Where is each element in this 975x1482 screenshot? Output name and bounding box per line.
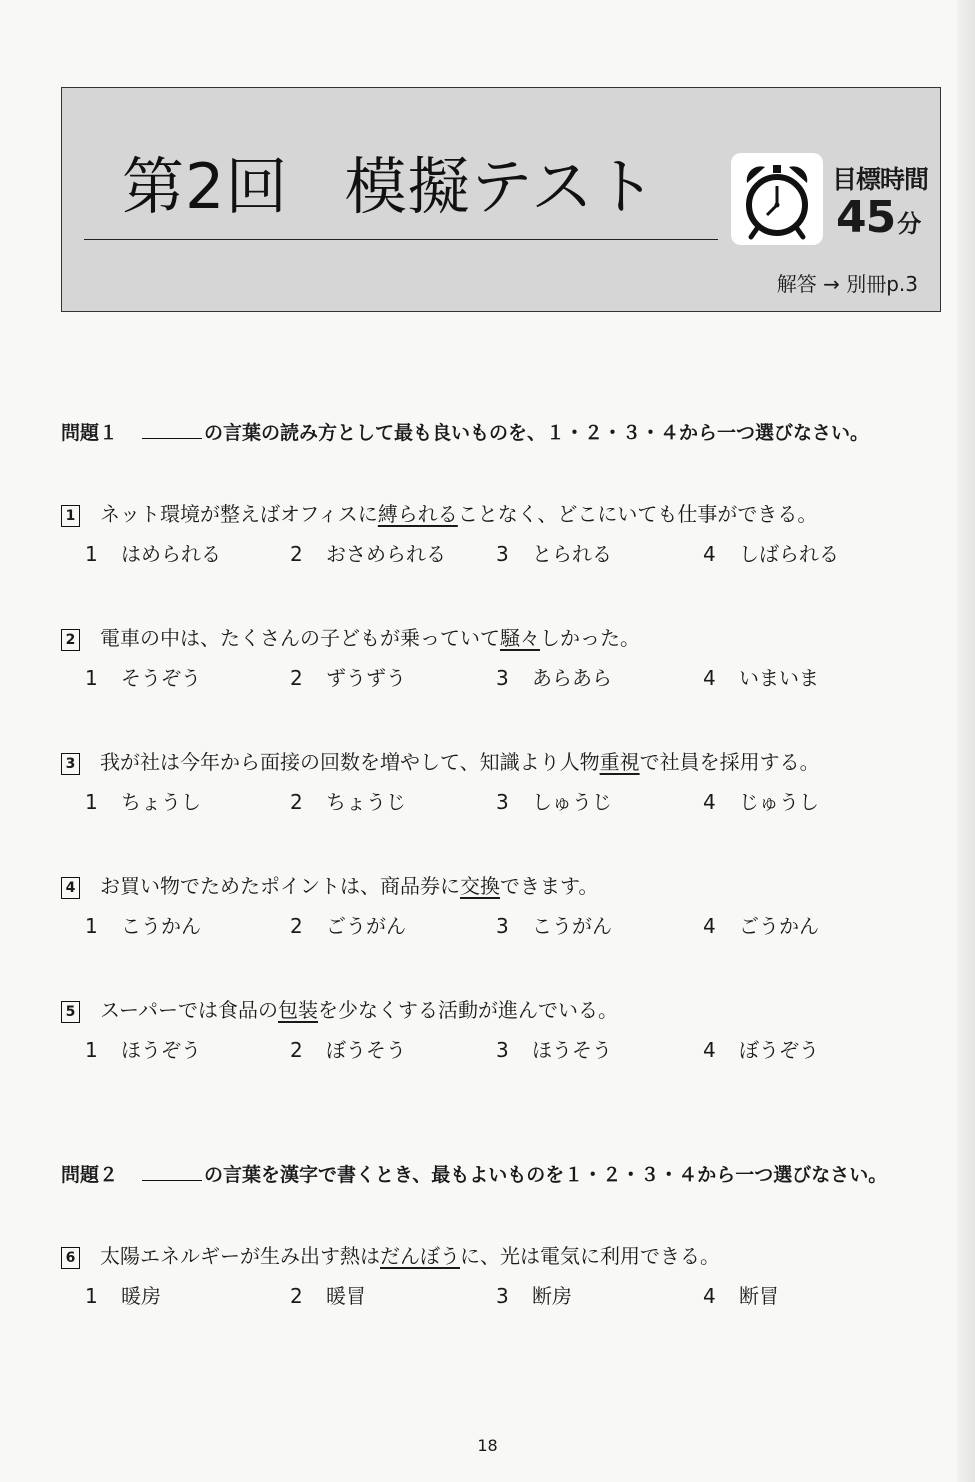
answer-option[interactable] [85,786,201,815]
answer-option[interactable] [703,1280,779,1309]
answer-option[interactable] [703,910,819,939]
option-text: 断房 [532,1284,572,1308]
title-round: 第2回 [122,150,289,223]
target-word: だんぼう [380,1244,460,1268]
question [61,1240,720,1269]
page-edge-shadow [957,0,975,1482]
answer-option[interactable] [496,910,612,939]
blank-line [142,424,202,439]
option-text: ちょうし [121,790,201,814]
option-number: 4 [703,914,716,938]
option-number: 2 [290,914,303,938]
blank-line [142,1166,202,1181]
option-text: しばられる [739,542,839,566]
option-number: 4 [703,666,716,690]
target-word: 重視 [599,750,640,774]
answer-option[interactable] [290,786,406,815]
problem-label: 問題１ [61,422,119,444]
question-text-after: を少なくする活動が進んでいる。 [318,998,618,1022]
option-text: ごうかん [739,914,819,938]
answer-option[interactable] [496,662,612,691]
answer-option[interactable] [496,1034,612,1063]
answer-option[interactable] [290,1034,406,1063]
option-text: はめられる [121,542,221,566]
option-text: とられる [532,542,612,566]
answer-option[interactable] [496,1280,572,1309]
target-word: 騒々 [500,626,540,650]
question [61,994,618,1023]
question-text-before: スーパーでは食品の [100,998,278,1022]
option-text: ぼうそう [326,1038,406,1062]
option-number: 3 [496,914,509,938]
option-text: こうがん [532,914,612,938]
option-text: 暖房 [121,1284,161,1308]
answer-option[interactable] [496,538,612,567]
answer-reference: 解答 → 別冊p.3 [776,272,918,296]
answer-option[interactable] [85,1280,161,1309]
target-time-label: 目標時間 [832,165,929,194]
title-name: 模擬テスト [344,150,657,223]
option-text: ごうがん [326,914,406,938]
option-text: ほうぞう [121,1038,201,1062]
answer-option[interactable] [85,1034,201,1063]
answer-option[interactable] [703,1034,819,1063]
question-text-after: しかった。 [540,626,640,650]
option-text: ずうずう [326,666,406,690]
title-underline [84,239,718,240]
option-number: 2 [290,1038,303,1062]
option-number: 2 [290,1284,303,1308]
answer-option[interactable] [290,662,406,691]
question-text-before: 太陽エネルギーが生み出す熱は [100,1244,380,1268]
question-number: 2 [61,629,80,651]
option-text: しゅうじ [532,790,612,814]
option-text: いまいま [739,666,819,690]
page-title [122,150,657,223]
option-number: 3 [496,790,509,814]
question-text-before: 電車の中は、たくさんの子どもが乗っていて [100,626,500,650]
answer-option[interactable] [290,910,406,939]
problem-heading [61,418,869,445]
question-text-after: できます。 [500,874,599,898]
question-number: 4 [61,877,80,899]
option-number: 1 [85,1284,98,1308]
question-number: 1 [61,505,80,527]
question-text-before: ネット環境が整えばオフィスに [100,502,378,526]
option-number: 1 [85,666,98,690]
question-text-after: で社員を採用する。 [639,750,820,774]
question-text-before: お買い物でためたポイントは、商品券に [100,874,460,898]
problem-instruction: の言葉を漢字で書くとき、最もよいものを１・２・３・４から一つ選びなさい。 [204,1164,888,1186]
option-number: 3 [496,666,509,690]
option-number: 4 [703,790,716,814]
answer-option[interactable] [703,786,819,815]
option-number: 4 [703,1038,716,1062]
question [61,870,598,899]
option-text: ぼうぞう [739,1038,819,1062]
answer-option[interactable] [85,662,201,691]
question-text-after: に、光は電気に利用できる。 [460,1244,720,1268]
option-number: 1 [85,914,98,938]
answer-option[interactable] [85,538,221,567]
option-text: こうかん [121,914,201,938]
option-text: そうぞう [121,666,201,690]
option-text: じゅうし [739,790,819,814]
answer-option[interactable] [290,538,446,567]
question-number: 3 [61,753,80,775]
option-number: 1 [85,1038,98,1062]
option-number: 4 [703,542,716,566]
question-text-after: ことなく、どこにいても仕事ができる。 [457,502,818,526]
option-number: 3 [496,1284,509,1308]
answer-option[interactable] [290,1280,366,1309]
option-number: 2 [290,790,303,814]
option-number: 4 [703,1284,716,1308]
answer-option[interactable] [496,786,612,815]
option-text: 暖冒 [326,1284,366,1308]
page-number: 18 [477,1436,498,1455]
question [61,498,817,527]
target-word: 縛られる [377,502,458,526]
test-header [61,87,941,312]
question-text-before: 我が社は今年から面接の回数を増やして、知識より人物 [100,750,600,774]
option-number: 1 [85,542,98,566]
option-text: あらあら [532,666,612,690]
question [61,622,640,651]
option-number: 1 [85,790,98,814]
answer-option[interactable] [85,910,201,939]
option-text: おさめられる [326,542,446,566]
problem-label: 問題２ [61,1164,119,1186]
question [61,746,820,775]
option-text: ほうそう [532,1038,612,1062]
problem-heading [61,1160,887,1187]
target-word: 交換 [460,874,500,898]
option-number: 3 [496,542,509,566]
answer-option[interactable] [703,662,819,691]
option-number: 3 [496,1038,509,1062]
question-number: 6 [61,1247,80,1269]
option-text: ちょうじ [326,790,406,814]
option-number: 2 [290,666,303,690]
answer-option[interactable] [703,538,839,567]
option-text: 断冒 [739,1284,779,1308]
problem-instruction: の言葉の読み方として最も良いものを、１・２・３・４から一つ選びなさい。 [204,422,870,444]
option-number: 2 [290,542,303,566]
question-number: 5 [61,1001,80,1023]
alarm-clock-icon [731,153,823,245]
target-time-value: 45分 [836,192,922,243]
target-word: 包装 [278,998,318,1022]
